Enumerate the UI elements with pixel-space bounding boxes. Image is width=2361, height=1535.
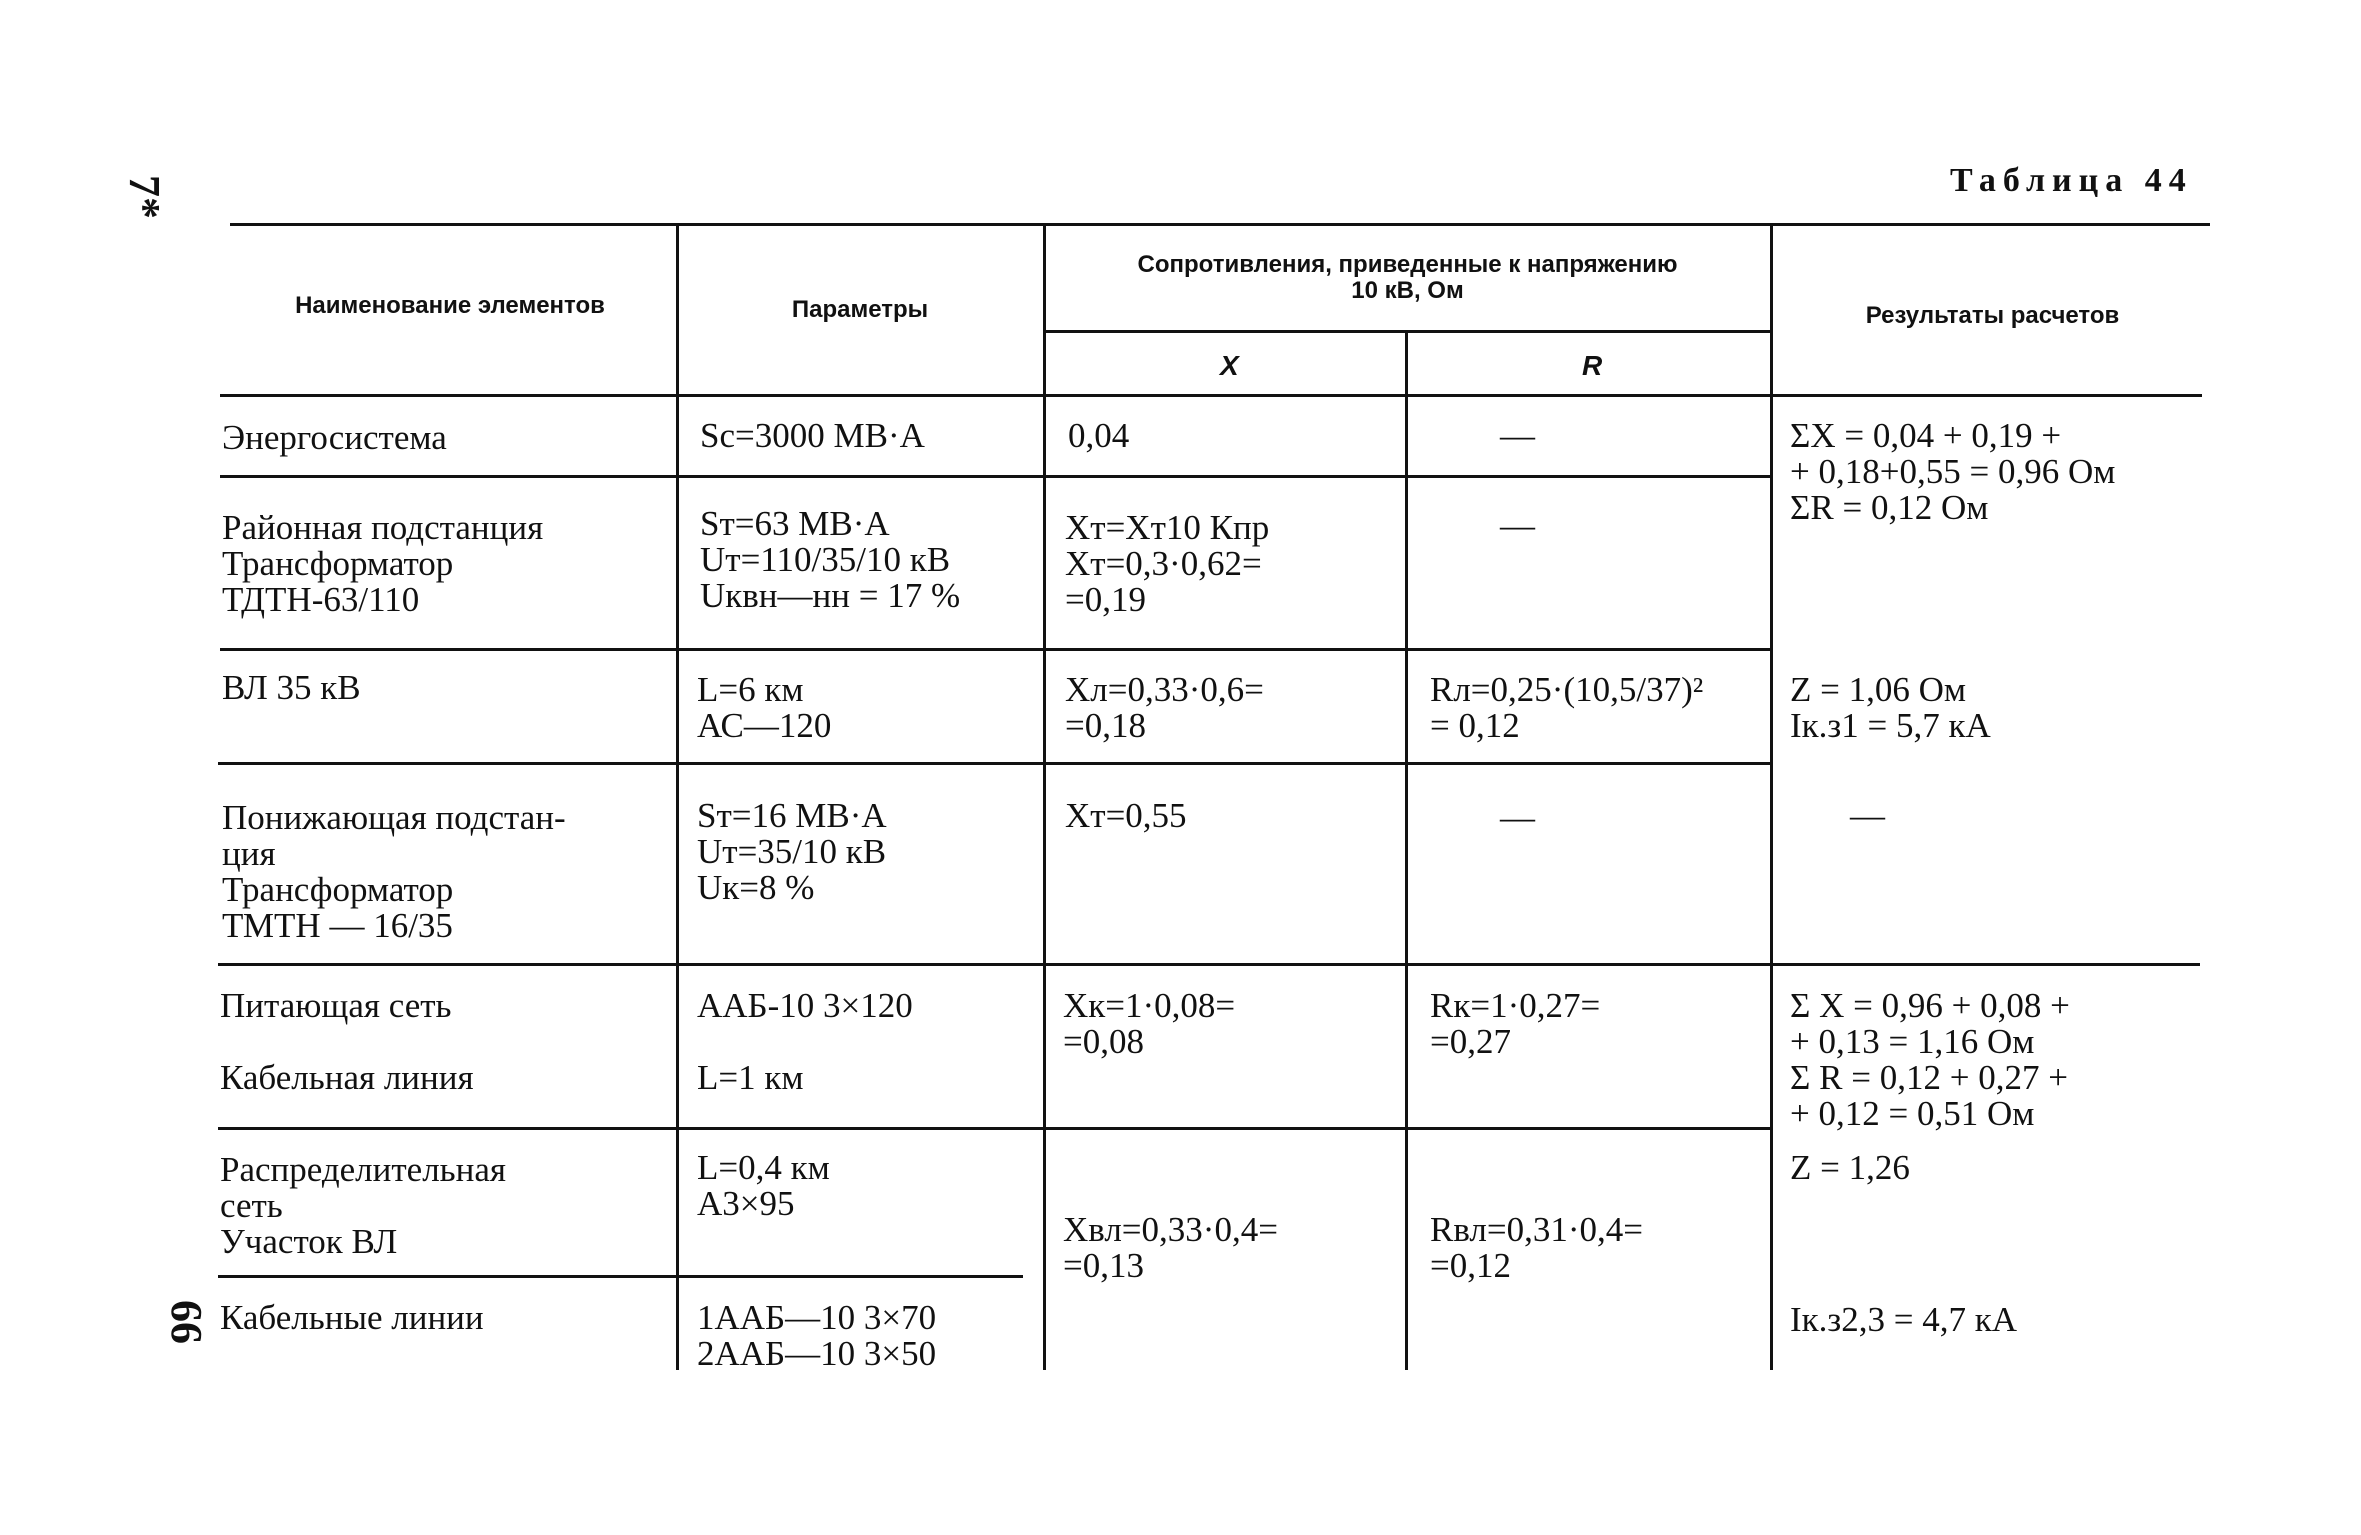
row2-name: Районная подстанция Трансформатор ТДТН-63/110 [222, 508, 544, 619]
row1-name: Энергосистема [222, 418, 447, 457]
row7-name: Кабельные линии [220, 1298, 484, 1337]
row1-r: — [1500, 416, 1535, 455]
col-rule-params [676, 223, 679, 1370]
result-3: — [1850, 796, 1885, 835]
row-rule-3 [218, 762, 1770, 765]
row5-x: Xк=1·0,08= =0,08 [1063, 986, 1236, 1061]
row2-r: — [1500, 506, 1535, 545]
result-6: Iк.з2,3 = 4,7 кА [1790, 1300, 2018, 1339]
row1-x: 0,04 [1068, 416, 1130, 455]
row-rule-6 [218, 1275, 1023, 1278]
header-results: Результаты расчетов [1865, 302, 2120, 329]
header-bottom-rule [220, 394, 2202, 397]
row3-r: Rл=0,25·(10,5/37)² = 0,12 [1430, 670, 1704, 745]
row4-x: Xт=0,55 [1065, 796, 1187, 835]
row-rule-1 [220, 475, 1770, 478]
table-top-rule [230, 223, 2210, 226]
row-rule-4 [218, 963, 2200, 966]
header-resistance: Сопротивления, приведенные к напряжению 10 кВ, Ом [1137, 251, 1678, 304]
row6-name: Распределительная сеть Участок ВЛ [220, 1150, 506, 1261]
side-mark-top: 7* [120, 175, 169, 219]
row4-name: Понижающая подстан- ция Трансформатор ТМТН — 16/35 [222, 798, 566, 945]
header-r: R [1582, 350, 1603, 381]
header-params: Параметры [791, 296, 929, 323]
row-rule-2 [220, 648, 1770, 651]
col-rule-x [1043, 223, 1046, 1370]
side-page-number: 66 [162, 1300, 211, 1344]
row5-r: Rк=1·0,27= =0,27 [1430, 986, 1601, 1061]
row3-name: ВЛ 35 кВ [222, 668, 361, 707]
col-rule-results [1770, 223, 1773, 1370]
result-4: Σ X = 0,96 + 0,08 + + 0,13 = 1,16 Ом Σ R = 0,12 + 0,27 + + 0,12 = 0,51 Ом [1790, 986, 2070, 1133]
row4-r: — [1500, 798, 1535, 837]
row1-params: Sс=3000 МВ·А [700, 416, 925, 455]
table-caption: Таблица 44 [1950, 162, 2193, 199]
result-1: ΣX = 0,04 + 0,19 + + 0,18+0,55 = 0,96 Ом ΣR = 0,12 Ом [1790, 416, 2116, 527]
row5-params: ААБ-10 3×120 L=1 км [697, 986, 913, 1097]
row-rule-5 [218, 1127, 1770, 1130]
row6-params: L=0,4 км А3×95 [697, 1148, 830, 1223]
row3-x: Xл=0,33·0,6= =0,18 [1065, 670, 1264, 745]
row2-params: Sт=63 МВ·А Uт=110/35/10 кВ Uквн—нн = 17 % [700, 504, 961, 615]
row5-name: Питающая сеть Кабельная линия [220, 986, 474, 1097]
result-5: Z = 1,26 [1790, 1148, 1910, 1187]
row6-x: Xвл=0,33·0,4= =0,13 [1063, 1210, 1278, 1285]
col-rule-r [1405, 330, 1408, 1370]
row3-params: L=6 км АС—120 [697, 670, 832, 745]
row7-params: 1ААБ—10 3×70 2ААБ—10 3×50 [697, 1298, 937, 1373]
header-name: Наименование элементов [295, 292, 605, 319]
result-2: Z = 1,06 Ом Iк.з1 = 5,7 кА [1790, 670, 1991, 745]
row6-r: Rвл=0,31·0,4= =0,12 [1430, 1210, 1644, 1285]
row4-params: Sт=16 МВ·А Uт=35/10 кВ Uк=8 % [697, 796, 887, 907]
header-x: X [1220, 350, 1239, 381]
row2-x: Xт=Xт10 Кпр Xт=0,3·0,62= =0,19 [1065, 508, 1270, 619]
